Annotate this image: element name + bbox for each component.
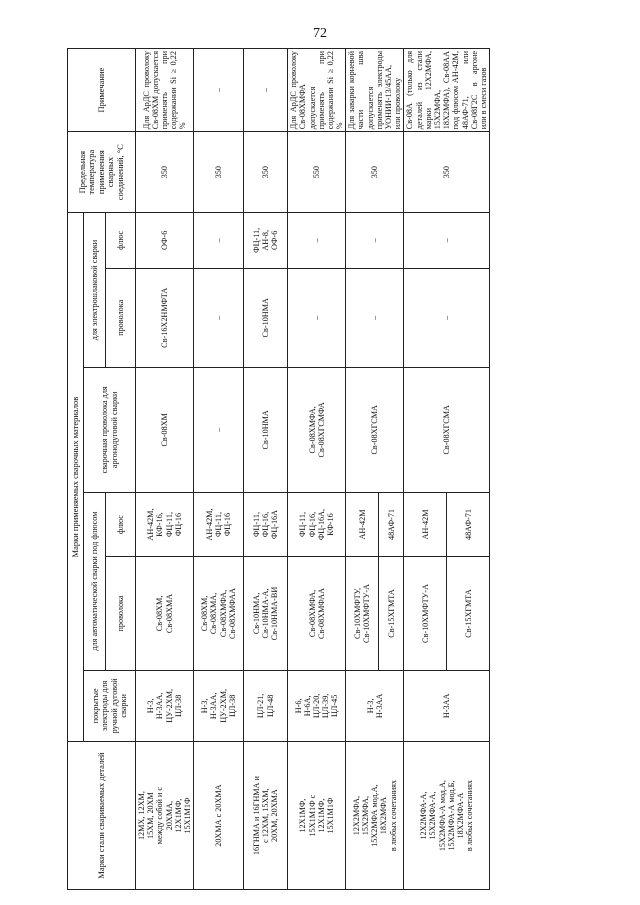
cell-auto-wire: Св-15ХГМТА — [447, 557, 490, 670]
header-materials-group: Марки применяемых сварочных материалов — [68, 213, 84, 742]
cell-temp: 350 — [404, 132, 490, 213]
cell-electrodes: Н-3АА — [404, 670, 490, 742]
cell-argon-wire: Св-10НМА — [244, 367, 288, 492]
header-max-temp: Предельная температура применения сварных соединений, °С — [68, 132, 136, 213]
cell-steel: 12МХ, 12ХМ, 15ХМ, 20ХМ между собой и с 20ХМА, 12Х1МФ, 15Х1М1Ф — [136, 742, 194, 890]
cell-note: – — [194, 49, 244, 132]
header-auto-flux: для автоматической сварки под флюсом — [84, 492, 106, 670]
table-row — [244, 49, 288, 890]
cell-note: Для АрДС проволоку Св-08ХМ допускается применять при содержании Si ≥ 0,22 % — [136, 49, 194, 132]
table-row — [136, 49, 194, 890]
cell-es-flux: ФЦ-11, АН-8, ОФ-6 — [244, 213, 288, 269]
cell-steel: 16ГНМА и 16ГНМА и с 12ХМ, 15ХМ, 20ХМ, 20ХМА — [244, 742, 288, 890]
cell-es-wire: – — [404, 268, 490, 367]
cell-auto-wire: Св-15ХГМТА — [379, 557, 404, 670]
cell-note: Для АрДС проволоку Св-08ХМФА допускается применять при содержании Si ≥ 0,22 % — [288, 49, 346, 132]
cell-auto-wire: Св-08ХМ, Св-08ХМА — [136, 557, 194, 670]
page-number: 72 — [313, 26, 327, 41]
cell-temp: 350 — [346, 132, 404, 213]
cell-auto-wire: Св-10ХМФТУ-А — [404, 557, 447, 670]
cell-es-wire: Св-10НМА — [244, 268, 288, 367]
cell-argon-wire: Св-08ХГСМА — [404, 367, 490, 492]
cell-auto-flux: 48АФ-71 — [447, 492, 490, 557]
cell-note: Для заварки корневой части шва допускается применять электроды УОНИИ-13/45АА, или проволоку — [346, 49, 404, 132]
cell-electrodes: Н-3, Н-3АА, ЦУ-2ХМ, ЦЛ-38 — [136, 670, 194, 742]
cell-es-flux: – — [288, 213, 346, 269]
cell-es-wire: – — [194, 268, 244, 367]
cell-auto-flux: ФЦ-11, ФЦ-16, ФЦ-16А, КФ-16 — [288, 492, 346, 557]
cell-auto-flux: ФЦ-11, ФЦ-16, ФЦ-16А — [244, 492, 288, 557]
cell-auto-wire: Св-10НМА, Св-10НМА-А, Св-10НМА-ВИ — [244, 557, 288, 670]
cell-electrodes: Н-6, Н-6А, ЦЛ-20, ЦЛ-39, ЦЛ-45 — [288, 670, 346, 742]
header-es-wire: проволока — [106, 268, 136, 367]
cell-steel: 12Х2МФА-А, 15Х2МФА-А, 15Х2МФА-А мод.А, 15Х2МФА-А мод.Б, 18Х2МФА-А в любых сочетаниях — [404, 742, 490, 890]
table-row — [346, 49, 379, 890]
cell-es-wire: Св-16Х2НМФТА — [136, 268, 194, 367]
cell-steel: 20ХМА с 20ХМА — [194, 742, 244, 890]
cell-steel: 12Х2МФА, 15Х2МФА, 15Х2МФА мод.А, 18Х2МФА в любых сочетаниях — [346, 742, 404, 890]
table-row — [404, 49, 447, 890]
cell-argon-wire: Св-08ХМ — [136, 367, 194, 492]
welding-materials-table-wrapper — [67, 48, 488, 890]
cell-es-wire: – — [288, 268, 346, 367]
header-auto-flux-col: флюс — [106, 492, 136, 557]
cell-steel: 12Х1МФ, 15Х1М1Ф с 12Х1МФ, 15Х1М1Ф — [288, 742, 346, 890]
cell-auto-flux: АН-42М, ФЦ-11, ФЦ-16 — [194, 492, 244, 557]
cell-temp: 350 — [244, 132, 288, 213]
cell-argon-wire: Св-08ХГСМА — [346, 367, 404, 492]
header-covered-electrodes: покрытые электроды для ручной дуговой сварки — [84, 670, 136, 742]
cell-note: Св-08А (только для деталей из стали марки 12Х2МФА, 15Х2МФА, 18Х2МФА), Св-08АА под флюсом АН-42М, 48АФ-71, или Св-08Г2С в аргоне или в смеси газов — [404, 49, 490, 132]
welding-materials-table — [67, 48, 490, 890]
cell-auto-flux: АН-42М — [346, 492, 379, 557]
cell-auto-wire: Св-08ХМФА, Св-08ХМФАА — [288, 557, 346, 670]
table-row — [194, 49, 244, 890]
cell-es-wire: – — [346, 268, 404, 367]
cell-temp: 350 — [194, 132, 244, 213]
cell-es-flux: – — [346, 213, 404, 269]
cell-note: – — [244, 49, 288, 132]
cell-temp: 350 — [136, 132, 194, 213]
cell-argon-wire: Св-08ХМФА, Св-08ХГСМФА — [288, 367, 346, 492]
header-steel-grade: Марки стали свариваемых деталей — [68, 742, 136, 890]
cell-electrodes: ЦЛ-21, ЦЛ-48 — [244, 670, 288, 742]
cell-temp: 550 — [288, 132, 346, 213]
cell-auto-wire: Св-08ХМ, Св-08ХМА, Св-08ХМФА, Св-08ХМФАА — [194, 557, 244, 670]
header-auto-wire: проволока — [106, 557, 136, 670]
cell-auto-wire: Св-10ХМФТУ, Св-10ХМФТУ-А — [346, 557, 379, 670]
header-es-flux: флюс — [106, 213, 136, 269]
cell-es-flux: – — [404, 213, 490, 269]
cell-argon-wire: – — [194, 367, 244, 492]
cell-auto-flux: АН-42М, КФ-16, ФЦ-11, ФЦ-16 — [136, 492, 194, 557]
cell-electrodes: Н-3, Н-3АА, ЦУ-2ХМ, ЦЛ-38 — [194, 670, 244, 742]
cell-auto-flux: 48АФ-71 — [379, 492, 404, 557]
header-note: Примечание — [68, 49, 136, 132]
cell-es-flux: ОФ-6 — [136, 213, 194, 269]
header-argon-wire: сварочная проволока для аргонодуговой сварки — [84, 367, 136, 492]
table-row — [288, 49, 346, 890]
cell-electrodes: Н-3, Н-3АА — [346, 670, 404, 742]
cell-es-flux: – — [194, 213, 244, 269]
cell-auto-flux: АН-42М — [404, 492, 447, 557]
header-electroslag: для электрошлаковой сварки — [84, 213, 106, 368]
